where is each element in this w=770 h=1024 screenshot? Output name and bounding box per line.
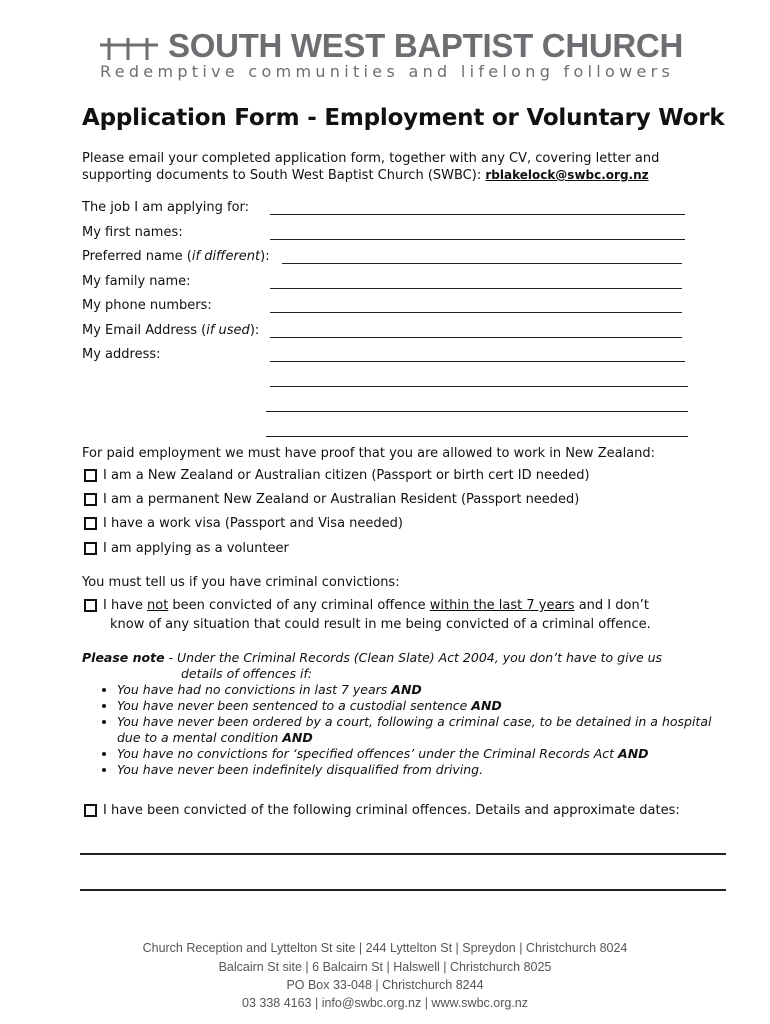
footer-line-1: Church Reception and Lyttelton St site | 244 Lyttelton St | Spreydon | Christchurch 8024 bbox=[142, 941, 628, 955]
intro-text bbox=[82, 150, 722, 184]
citizen-option[interactable] bbox=[84, 468, 590, 483]
has-convictions-checkbox[interactable] bbox=[84, 804, 97, 817]
address-input-line-1[interactable] bbox=[270, 361, 685, 362]
organization-name: SOUTH WEST BAPTIST CHURCH bbox=[168, 27, 683, 64]
preferred-name-input-line[interactable] bbox=[282, 263, 682, 264]
job-input-line[interactable] bbox=[270, 214, 685, 215]
citizen-option-label: I am a New Zealand or Australian citizen (Passport or birth cert ID needed) bbox=[103, 468, 590, 483]
list-item: • You have never been ordered by a court, following a criminal case, to be detained in a hospital due to a mental condition AND bbox=[117, 714, 722, 746]
address-label: My address: bbox=[82, 347, 161, 362]
list-item: • You have never been sentenced to a custodial sentence AND bbox=[117, 698, 722, 714]
form-title: Application Form - Employment or Voluntary Work bbox=[82, 105, 725, 131]
footer-line-3: PO Box 33-048 | Christchurch 8244 bbox=[286, 978, 484, 992]
resident-option-label: I am a permanent New Zealand or Australian Resident (Passport needed) bbox=[103, 492, 580, 507]
preferred-name-label: Preferred name (if different): bbox=[82, 249, 270, 264]
note-conditions-list bbox=[82, 682, 722, 778]
job-label: The job I am applying for: bbox=[82, 200, 250, 215]
intro-body: Please email your completed application form, together with any CV, covering letter and supporting documents to South West Baptist Church (SWBC): bbox=[82, 151, 660, 183]
work-rights-heading: For paid employment we must have proof that you are allowed to work in New Zealand: bbox=[82, 446, 656, 461]
list-item: • You have no convictions for ‘specified offences’ under the Criminal Records Act AND bbox=[117, 746, 722, 762]
no-convictions-option[interactable] bbox=[84, 598, 649, 613]
first-names-input-line[interactable] bbox=[270, 239, 685, 240]
work-visa-option-label: I have a work visa (Passport and Visa needed) bbox=[103, 516, 403, 531]
volunteer-option[interactable] bbox=[84, 541, 289, 556]
conviction-details-line-1[interactable] bbox=[80, 853, 726, 855]
address-input-line-4[interactable] bbox=[266, 436, 688, 437]
resident-checkbox[interactable] bbox=[84, 493, 97, 506]
contact-email-link[interactable]: rblakelock@swbc.org.nz bbox=[485, 168, 649, 182]
volunteer-checkbox[interactable] bbox=[84, 542, 97, 555]
no-convictions-label: I have not been convicted of any criminal offence within the last 7 years and I don’t bbox=[103, 598, 649, 613]
resident-option[interactable] bbox=[84, 492, 579, 507]
first-names-label: My first names: bbox=[82, 225, 183, 240]
has-convictions-option[interactable] bbox=[84, 803, 680, 818]
family-name-label: My family name: bbox=[82, 274, 191, 289]
phone-label: My phone numbers: bbox=[82, 298, 212, 313]
phone-input-line[interactable] bbox=[270, 312, 682, 313]
no-convictions-checkbox[interactable] bbox=[84, 599, 97, 612]
tagline: Redemptive communities and lifelong followers bbox=[100, 62, 675, 81]
email-label: My Email Address (if used): bbox=[82, 323, 260, 338]
family-name-input-line[interactable] bbox=[270, 288, 682, 289]
volunteer-option-label: I am applying as a volunteer bbox=[103, 541, 289, 556]
list-item: • You have never been indefinitely disqualified from driving. bbox=[117, 762, 722, 778]
church-logo-crosses-icon bbox=[100, 36, 160, 62]
footer-line-2: Balcairn St site | 6 Balcairn St | Halswell | Christchurch 8025 bbox=[218, 960, 552, 974]
citizen-checkbox[interactable] bbox=[84, 469, 97, 482]
email-input-line[interactable] bbox=[270, 337, 682, 338]
note-label: Please note bbox=[82, 650, 165, 665]
conviction-details-line-2[interactable] bbox=[80, 889, 726, 891]
footer-line-4: 03 338 4163 | info@swbc.org.nz | www.swbc.org.nz bbox=[242, 996, 528, 1010]
work-visa-option[interactable] bbox=[84, 516, 403, 531]
list-item: • You have had no convictions in last 7 years AND bbox=[117, 682, 722, 698]
address-input-line-3[interactable] bbox=[266, 411, 688, 412]
work-visa-checkbox[interactable] bbox=[84, 517, 97, 530]
convictions-heading: You must tell us if you have criminal convictions: bbox=[82, 575, 400, 590]
no-convictions-label-line2: know of any situation that could result in me being convicted of a criminal offence. bbox=[110, 617, 651, 632]
address-input-line-2[interactable] bbox=[270, 386, 688, 387]
clean-slate-note: Please note - Under the Criminal Records (Clean Slate) Act 2004, you don’t have to give us details of offences if: • You have had no convictions in last 7 years AND • You have never been sentenced to a custodial sentence AND • You have never been ordered by a court, following a criminal case, to be detained in a hospital due to a mental condition AND • You have no convictions for ‘specified offences’ under the Criminal Records Act AND • You have never been indefinitely disqualified from driving. bbox=[82, 650, 722, 778]
has-convictions-label: I have been convicted of the following criminal offences. Details and approximate dates: bbox=[103, 803, 680, 818]
